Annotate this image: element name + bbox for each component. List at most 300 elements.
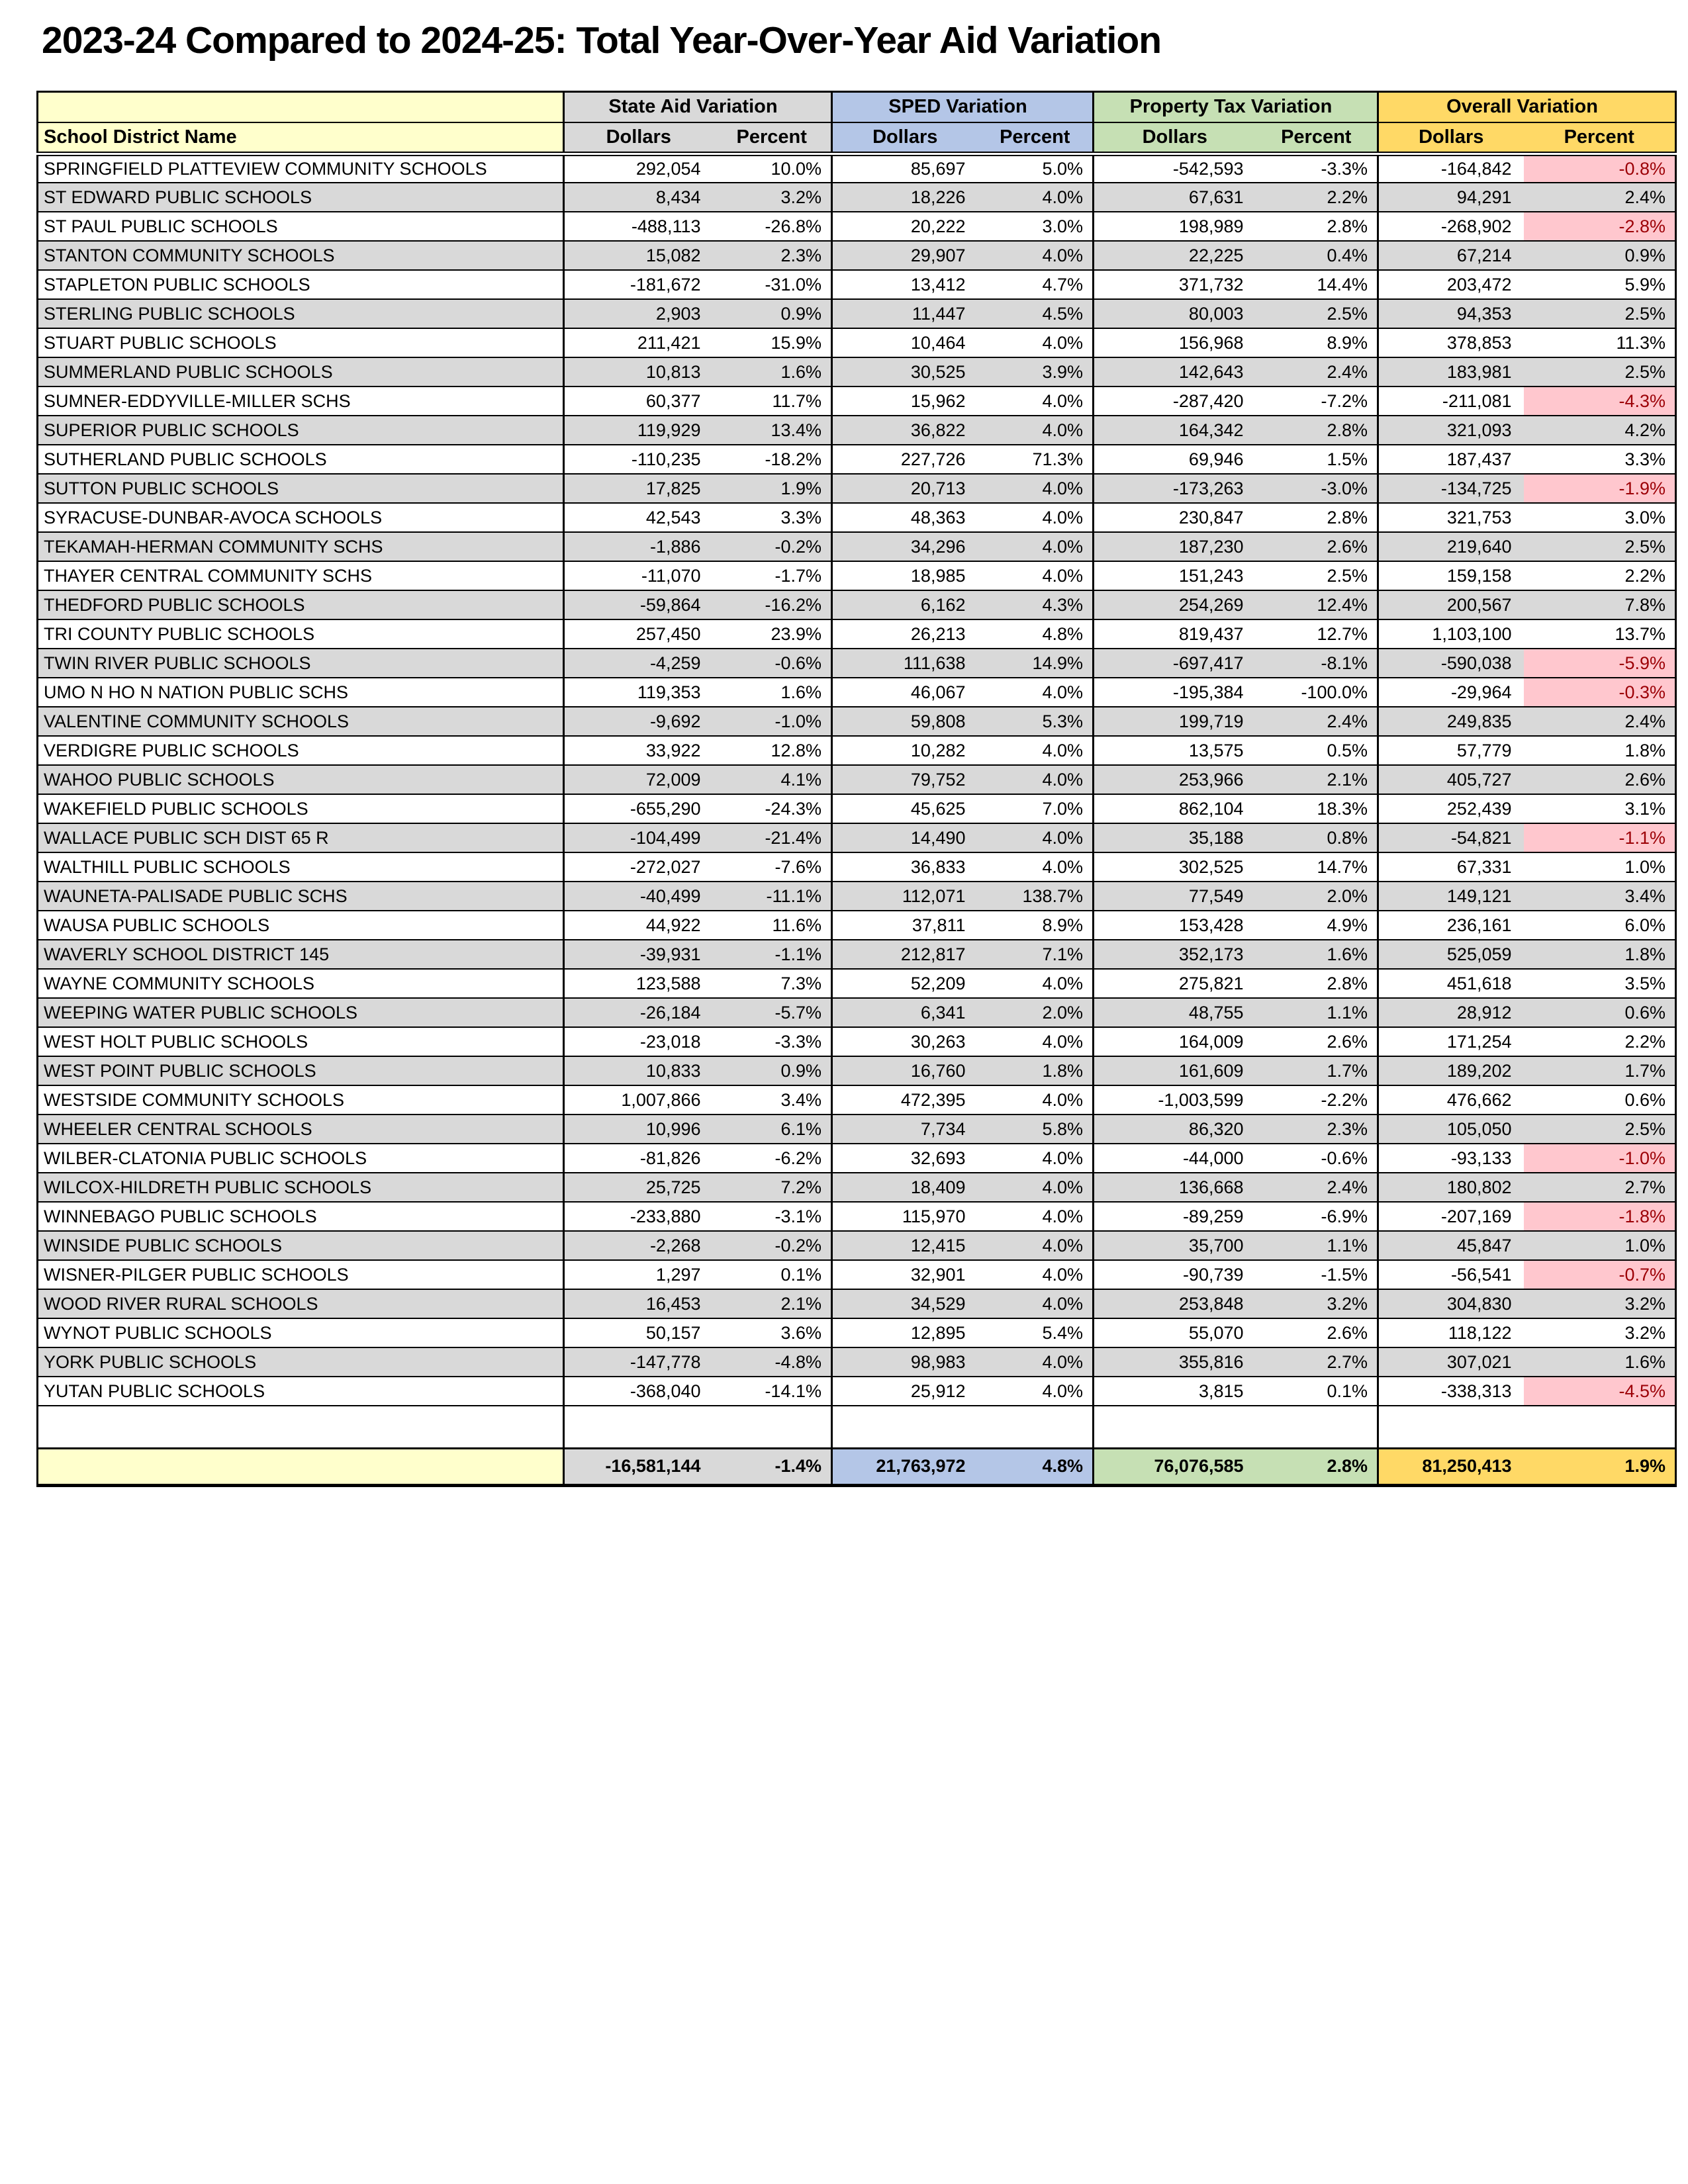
sped-percent-cell: 4.0% [978, 678, 1094, 707]
property-tax-dollars-cell: 151,243 [1094, 561, 1256, 590]
overall-dollars-cell: 149,121 [1378, 882, 1524, 911]
overall-percent-cell: 3.2% [1524, 1318, 1676, 1347]
state-aid-dollars-cell: -655,290 [564, 794, 713, 823]
property-tax-dollars-cell: -287,420 [1094, 387, 1256, 416]
property-tax-dollars-cell: 77,549 [1094, 882, 1256, 911]
state-aid-percent-cell: 7.3% [713, 969, 832, 998]
district-name-cell: WALLACE PUBLIC SCH DIST 65 R [38, 823, 564, 852]
table-row [38, 328, 1676, 357]
overall-dollars-cell: 105,050 [1378, 1115, 1524, 1144]
property-tax-percent-cell: 14.7% [1256, 852, 1378, 882]
overall-dollars-cell: -207,169 [1378, 1202, 1524, 1231]
table-row [38, 270, 1676, 299]
overall-percent-cell [1524, 1406, 1676, 1448]
state-aid-dollars-header: Dollars [564, 122, 713, 154]
district-name-cell: SUTTON PUBLIC SCHOOLS [38, 474, 564, 503]
sped-dollars-cell: 10,464 [832, 328, 978, 357]
state-aid-dollars-cell: 10,833 [564, 1056, 713, 1085]
overall-dollars-cell: -338,313 [1378, 1377, 1524, 1406]
sped-percent-cell: 4.0% [978, 1231, 1094, 1260]
sped-percent-cell: 4.0% [978, 387, 1094, 416]
property-tax-percent-cell: 4.9% [1256, 911, 1378, 940]
property-tax-dollars-cell: 35,188 [1094, 823, 1256, 852]
sped-percent-cell: 4.5% [978, 299, 1094, 328]
state-aid-dollars-cell: 123,588 [564, 969, 713, 998]
district-name-header-spacer [38, 91, 564, 122]
property-tax-dollars-cell: 13,575 [1094, 736, 1256, 765]
table-row [38, 1115, 1676, 1144]
sped-dollars-cell: 111,638 [832, 649, 978, 678]
property-tax-percent-cell: 0.1% [1256, 1377, 1378, 1406]
property-tax-percent-cell: 2.8% [1256, 416, 1378, 445]
property-tax-dollars-cell: 153,428 [1094, 911, 1256, 940]
property-tax-dollars-cell: 253,966 [1094, 765, 1256, 794]
sped-dollars-cell [832, 1406, 978, 1448]
table-row [38, 212, 1676, 241]
property-tax-percent-cell: 0.8% [1256, 823, 1378, 852]
table-header [38, 91, 1676, 154]
state-aid-percent-cell: -1.1% [713, 940, 832, 969]
overall-percent-cell: 11.3% [1524, 328, 1676, 357]
sped-percent-cell: 7.0% [978, 794, 1094, 823]
state-aid-dollars-cell: -59,864 [564, 590, 713, 619]
sped-percent-cell: 4.0% [978, 241, 1094, 270]
table-row [38, 882, 1676, 911]
overall-percent-cell: 0.9% [1524, 241, 1676, 270]
sped-dollars-cell: 45,625 [832, 794, 978, 823]
property-tax-dollars-cell: -1,003,599 [1094, 1085, 1256, 1115]
overall-dollars-cell: 236,161 [1378, 911, 1524, 940]
state-aid-dollars-cell: 119,353 [564, 678, 713, 707]
table-row [38, 794, 1676, 823]
sped-dollars-header: Dollars [832, 122, 978, 154]
property-tax-dollars-cell: -542,593 [1094, 154, 1256, 183]
district-name-cell: SYRACUSE-DUNBAR-AVOCA SCHOOLS [38, 503, 564, 532]
state-aid-dollars-cell: -4,259 [564, 649, 713, 678]
overall-dollars-cell: 451,618 [1378, 969, 1524, 998]
district-name-cell: THEDFORD PUBLIC SCHOOLS [38, 590, 564, 619]
table-row [38, 736, 1676, 765]
property-tax-percent-cell: -0.6% [1256, 1144, 1378, 1173]
state-aid-dollars-cell: -39,931 [564, 940, 713, 969]
property-tax-percent-cell: 2.4% [1256, 1173, 1378, 1202]
overall-percent-cell: -5.9% [1524, 649, 1676, 678]
district-name-cell: STUART PUBLIC SCHOOLS [38, 328, 564, 357]
sped-percent-cell: 138.7% [978, 882, 1094, 911]
state-aid-dollars-cell: 1,297 [564, 1260, 713, 1289]
district-name-cell: SUPERIOR PUBLIC SCHOOLS [38, 416, 564, 445]
overall-dollars-cell: 525,059 [1378, 940, 1524, 969]
sped-percent-cell: 4.3% [978, 590, 1094, 619]
sped-dollars-cell: 112,071 [832, 882, 978, 911]
table-row [38, 561, 1676, 590]
overall-dollars-cell: 189,202 [1378, 1056, 1524, 1085]
sped-percent-cell: 4.0% [978, 1347, 1094, 1377]
overall-dollars-cell: 321,093 [1378, 416, 1524, 445]
overall-dollars-cell: -211,081 [1378, 387, 1524, 416]
district-name-cell: WEEPING WATER PUBLIC SCHOOLS [38, 998, 564, 1027]
sped-dollars-cell: 34,529 [832, 1289, 978, 1318]
aid-variation-table [36, 91, 1677, 1487]
district-name-cell: TWIN RIVER PUBLIC SCHOOLS [38, 649, 564, 678]
property-tax-dollars-cell: 22,225 [1094, 241, 1256, 270]
district-name-cell: STAPLETON PUBLIC SCHOOLS [38, 270, 564, 299]
totals-row [38, 1448, 1676, 1485]
sped-dollars-cell: 11,447 [832, 299, 978, 328]
state-aid-dollars-cell: -272,027 [564, 852, 713, 882]
table-row [38, 1173, 1676, 1202]
state-aid-percent-cell: -5.7% [713, 998, 832, 1027]
overall-dollars-cell: 321,753 [1378, 503, 1524, 532]
district-name-cell [38, 1406, 564, 1448]
state-aid-percent-cell: -0.2% [713, 532, 832, 561]
overall-percent-cell: 2.2% [1524, 1027, 1676, 1056]
property-tax-percent-cell: 0.4% [1256, 241, 1378, 270]
sped-percent-cell: 4.0% [978, 969, 1094, 998]
state-aid-dollars-cell: 257,450 [564, 619, 713, 649]
sped-percent-cell: 4.0% [978, 416, 1094, 445]
sped-dollars-cell: 85,697 [832, 154, 978, 183]
overall-percent-cell: 2.6% [1524, 765, 1676, 794]
table-row [38, 619, 1676, 649]
overall-dollars-cell: -268,902 [1378, 212, 1524, 241]
property-tax-percent-cell: -100.0% [1256, 678, 1378, 707]
overall-percent-cell: 1.8% [1524, 940, 1676, 969]
property-tax-dollars-cell: -90,739 [1094, 1260, 1256, 1289]
sped-percent-cell: 4.8% [978, 1448, 1094, 1485]
table-row [38, 1144, 1676, 1173]
overall-percent-cell: 1.0% [1524, 1231, 1676, 1260]
state-aid-percent-cell: 15.9% [713, 328, 832, 357]
district-name-cell [38, 1448, 564, 1485]
property-tax-percent-cell: 2.5% [1256, 299, 1378, 328]
state-aid-percent-cell: 12.8% [713, 736, 832, 765]
overall-dollars-cell: 67,331 [1378, 852, 1524, 882]
sped-dollars-cell: 12,415 [832, 1231, 978, 1260]
overall-dollars-cell: 252,439 [1378, 794, 1524, 823]
overall-percent-cell: -0.3% [1524, 678, 1676, 707]
state-aid-percent-cell: 23.9% [713, 619, 832, 649]
state-aid-percent-cell: -11.1% [713, 882, 832, 911]
sped-percent-cell: 4.0% [978, 474, 1094, 503]
sped-dollars-cell: 30,525 [832, 357, 978, 387]
state-aid-dollars-cell: 72,009 [564, 765, 713, 794]
state-aid-percent-cell [713, 1406, 832, 1448]
state-aid-percent-cell: 0.9% [713, 299, 832, 328]
property-tax-percent-cell: -2.2% [1256, 1085, 1378, 1115]
property-tax-dollars-cell: -44,000 [1094, 1144, 1256, 1173]
sped-percent-cell: 5.3% [978, 707, 1094, 736]
overall-dollars-cell: -590,038 [1378, 649, 1524, 678]
property-tax-dollars-cell: -89,259 [1094, 1202, 1256, 1231]
state-aid-percent-cell: 1.6% [713, 678, 832, 707]
state-aid-dollars-cell: 17,825 [564, 474, 713, 503]
state-aid-percent-cell: -3.3% [713, 1027, 832, 1056]
property-tax-dollars-cell: 86,320 [1094, 1115, 1256, 1144]
district-name-cell: ST PAUL PUBLIC SCHOOLS [38, 212, 564, 241]
sped-dollars-cell: 18,409 [832, 1173, 978, 1202]
property-tax-percent-cell: 12.7% [1256, 619, 1378, 649]
overall-dollars-cell: 405,727 [1378, 765, 1524, 794]
property-tax-dollars-cell: 352,173 [1094, 940, 1256, 969]
spacer-row [38, 1406, 1676, 1448]
property-tax-dollars-cell: 371,732 [1094, 270, 1256, 299]
sped-percent-cell: 4.0% [978, 532, 1094, 561]
sped-dollars-cell: 7,734 [832, 1115, 978, 1144]
overall-dollars-cell: 28,912 [1378, 998, 1524, 1027]
sped-percent-cell: 4.0% [978, 1289, 1094, 1318]
sped-dollars-cell: 6,162 [832, 590, 978, 619]
property-tax-percent-cell: 2.6% [1256, 1027, 1378, 1056]
overall-dollars-cell: -29,964 [1378, 678, 1524, 707]
overall-dollars-cell: 171,254 [1378, 1027, 1524, 1056]
overall-percent-cell: 3.5% [1524, 969, 1676, 998]
property-tax-percent-cell: 2.8% [1256, 503, 1378, 532]
property-tax-percent-cell: 1.1% [1256, 998, 1378, 1027]
table-row [38, 590, 1676, 619]
property-tax-dollars-cell: 136,668 [1094, 1173, 1256, 1202]
property-tax-percent-cell: 1.1% [1256, 1231, 1378, 1260]
overall-percent-cell: 5.9% [1524, 270, 1676, 299]
table-body [38, 154, 1676, 1485]
district-name-cell: WAYNE COMMUNITY SCHOOLS [38, 969, 564, 998]
property-tax-dollars-cell: 48,755 [1094, 998, 1256, 1027]
state-aid-dollars-cell: 10,996 [564, 1115, 713, 1144]
overall-percent-cell: 2.2% [1524, 561, 1676, 590]
state-aid-percent-cell: -3.1% [713, 1202, 832, 1231]
sped-dollars-cell: 26,213 [832, 619, 978, 649]
sped-percent-cell: 1.8% [978, 1056, 1094, 1085]
sped-percent-cell: 3.0% [978, 212, 1094, 241]
state-aid-percent-cell: -0.6% [713, 649, 832, 678]
district-name-cell: STANTON COMMUNITY SCHOOLS [38, 241, 564, 270]
state-aid-percent-cell: -26.8% [713, 212, 832, 241]
overall-dollars-cell: 1,103,100 [1378, 619, 1524, 649]
property-tax-dollars-cell: 198,989 [1094, 212, 1256, 241]
sped-dollars-cell: 6,341 [832, 998, 978, 1027]
district-name-cell: WHEELER CENTRAL SCHOOLS [38, 1115, 564, 1144]
property-tax-dollars-cell: 35,700 [1094, 1231, 1256, 1260]
sped-dollars-cell: 52,209 [832, 969, 978, 998]
table-row [38, 1027, 1676, 1056]
property-tax-dollars-cell: 3,815 [1094, 1377, 1256, 1406]
property-tax-percent-cell: 3.2% [1256, 1289, 1378, 1318]
state-aid-percent-cell: 2.3% [713, 241, 832, 270]
overall-percent-cell: 13.7% [1524, 619, 1676, 649]
table-row [38, 852, 1676, 882]
overall-percent-cell: 6.0% [1524, 911, 1676, 940]
overall-dollars-cell: 200,567 [1378, 590, 1524, 619]
property-tax-percent-cell: 2.5% [1256, 561, 1378, 590]
district-name-cell: WYNOT PUBLIC SCHOOLS [38, 1318, 564, 1347]
overall-percent-cell: -2.8% [1524, 212, 1676, 241]
sped-percent-cell: 4.0% [978, 1085, 1094, 1115]
overall-percent-cell: 1.6% [1524, 1347, 1676, 1377]
overall-dollars-cell: 94,291 [1378, 183, 1524, 212]
overall-percent-cell: 2.4% [1524, 183, 1676, 212]
overall-percent-cell: 0.6% [1524, 998, 1676, 1027]
overall-percent-cell: 3.4% [1524, 882, 1676, 911]
district-name-cell: SUMNER-EDDYVILLE-MILLER SCHS [38, 387, 564, 416]
sped-dollars-cell: 25,912 [832, 1377, 978, 1406]
table-row [38, 707, 1676, 736]
state-aid-percent-cell: -21.4% [713, 823, 832, 852]
group-header-row [38, 91, 1676, 122]
overall-dollars-cell: 118,122 [1378, 1318, 1524, 1347]
overall-percent-cell: -1.8% [1524, 1202, 1676, 1231]
sped-percent-cell: 5.8% [978, 1115, 1094, 1144]
state-aid-dollars-cell: -16,581,144 [564, 1448, 713, 1485]
property-tax-percent-cell: -3.3% [1256, 154, 1378, 183]
sped-dollars-cell: 472,395 [832, 1085, 978, 1115]
property-tax-dollars-cell: -195,384 [1094, 678, 1256, 707]
table-row [38, 183, 1676, 212]
table-row [38, 299, 1676, 328]
state-aid-dollars-cell: 50,157 [564, 1318, 713, 1347]
state-aid-percent-cell: -24.3% [713, 794, 832, 823]
overall-percent-cell: 1.7% [1524, 1056, 1676, 1085]
sped-percent-cell: 4.0% [978, 852, 1094, 882]
overall-dollars-cell: 378,853 [1378, 328, 1524, 357]
state-aid-dollars-cell: 10,813 [564, 357, 713, 387]
overall-percent-cell: 2.5% [1524, 299, 1676, 328]
overall-percent-cell: 1.9% [1524, 1448, 1676, 1485]
state-aid-percent-cell: 10.0% [713, 154, 832, 183]
district-name-header: School District Name [38, 122, 564, 154]
sped-dollars-cell: 227,726 [832, 445, 978, 474]
property-tax-percent-cell [1256, 1406, 1378, 1448]
property-tax-percent-cell: 2.6% [1256, 1318, 1378, 1347]
sped-dollars-cell: 46,067 [832, 678, 978, 707]
sped-percent-cell: 14.9% [978, 649, 1094, 678]
overall-percent-cell: 7.8% [1524, 590, 1676, 619]
overall-percent-cell: 1.0% [1524, 852, 1676, 882]
sped-percent-cell: 4.0% [978, 328, 1094, 357]
district-name-cell: YORK PUBLIC SCHOOLS [38, 1347, 564, 1377]
table-row [38, 416, 1676, 445]
state-aid-dollars-cell: -81,826 [564, 1144, 713, 1173]
overall-dollars-cell: -93,133 [1378, 1144, 1524, 1173]
group-header-state-aid-variation: State Aid Variation [564, 91, 832, 122]
group-header-property-tax-variation: Property Tax Variation [1094, 91, 1378, 122]
table-row [38, 1231, 1676, 1260]
sped-dollars-cell: 20,713 [832, 474, 978, 503]
state-aid-dollars-cell: 211,421 [564, 328, 713, 357]
property-tax-dollars-header: Dollars [1094, 122, 1256, 154]
property-tax-dollars-cell: 355,816 [1094, 1347, 1256, 1377]
property-tax-dollars-cell: 164,009 [1094, 1027, 1256, 1056]
overall-dollars-cell: 249,835 [1378, 707, 1524, 736]
property-tax-dollars-cell: 161,609 [1094, 1056, 1256, 1085]
sped-dollars-cell: 212,817 [832, 940, 978, 969]
district-name-cell: VERDIGRE PUBLIC SCHOOLS [38, 736, 564, 765]
property-tax-dollars-cell [1094, 1406, 1256, 1448]
state-aid-percent-cell: 7.2% [713, 1173, 832, 1202]
district-name-cell: WAUNETA-PALISADE PUBLIC SCHS [38, 882, 564, 911]
property-tax-percent-cell: 2.2% [1256, 183, 1378, 212]
sped-percent-cell: 4.0% [978, 1377, 1094, 1406]
state-aid-dollars-cell: 15,082 [564, 241, 713, 270]
state-aid-dollars-cell: -488,113 [564, 212, 713, 241]
state-aid-dollars-cell: -233,880 [564, 1202, 713, 1231]
overall-dollars-cell: 476,662 [1378, 1085, 1524, 1115]
overall-percent-cell: -4.3% [1524, 387, 1676, 416]
state-aid-dollars-cell: -26,184 [564, 998, 713, 1027]
sped-percent-cell: 4.0% [978, 1202, 1094, 1231]
overall-percent-cell: 3.2% [1524, 1289, 1676, 1318]
table-row [38, 387, 1676, 416]
overall-dollars-cell: -164,842 [1378, 154, 1524, 183]
table-row [38, 1085, 1676, 1115]
sped-percent-cell: 3.9% [978, 357, 1094, 387]
district-name-cell: WINNEBAGO PUBLIC SCHOOLS [38, 1202, 564, 1231]
table-row [38, 154, 1676, 183]
property-tax-percent-cell: 0.5% [1256, 736, 1378, 765]
state-aid-percent-cell: 0.1% [713, 1260, 832, 1289]
table-row [38, 532, 1676, 561]
overall-percent-cell: 4.2% [1524, 416, 1676, 445]
overall-dollars-cell: 57,779 [1378, 736, 1524, 765]
property-tax-dollars-cell: 862,104 [1094, 794, 1256, 823]
sped-dollars-cell: 10,282 [832, 736, 978, 765]
table-row [38, 1260, 1676, 1289]
sped-dollars-cell: 34,296 [832, 532, 978, 561]
state-aid-percent-cell: 13.4% [713, 416, 832, 445]
overall-dollars-header: Dollars [1378, 122, 1524, 154]
state-aid-percent-cell: 0.9% [713, 1056, 832, 1085]
property-tax-percent-header: Percent [1256, 122, 1378, 154]
sped-dollars-cell: 36,822 [832, 416, 978, 445]
overall-dollars-cell: 180,802 [1378, 1173, 1524, 1202]
property-tax-percent-cell: 2.0% [1256, 882, 1378, 911]
property-tax-percent-cell: 2.8% [1256, 969, 1378, 998]
property-tax-percent-cell: 2.8% [1256, 212, 1378, 241]
property-tax-percent-cell: 2.4% [1256, 707, 1378, 736]
property-tax-percent-cell: 1.7% [1256, 1056, 1378, 1085]
overall-dollars-cell: 81,250,413 [1378, 1448, 1524, 1485]
sped-percent-cell: 5.0% [978, 154, 1094, 183]
table-row [38, 969, 1676, 998]
overall-dollars-cell: 45,847 [1378, 1231, 1524, 1260]
district-name-cell: ST EDWARD PUBLIC SCHOOLS [38, 183, 564, 212]
overall-dollars-cell: 183,981 [1378, 357, 1524, 387]
state-aid-dollars-cell: 44,922 [564, 911, 713, 940]
property-tax-percent-cell: 1.5% [1256, 445, 1378, 474]
district-name-cell: WISNER-PILGER PUBLIC SCHOOLS [38, 1260, 564, 1289]
table-row [38, 1056, 1676, 1085]
overall-dollars-cell: 67,214 [1378, 241, 1524, 270]
sub-header-row [38, 122, 1676, 154]
property-tax-dollars-cell: 67,631 [1094, 183, 1256, 212]
state-aid-dollars-cell: -368,040 [564, 1377, 713, 1406]
sped-dollars-cell: 21,763,972 [832, 1448, 978, 1485]
state-aid-dollars-cell: 292,054 [564, 154, 713, 183]
sped-percent-cell: 4.8% [978, 619, 1094, 649]
table-row [38, 1289, 1676, 1318]
property-tax-percent-cell: -7.2% [1256, 387, 1378, 416]
overall-dollars-cell: -134,725 [1378, 474, 1524, 503]
sped-dollars-cell: 29,907 [832, 241, 978, 270]
district-name-cell: SUMMERLAND PUBLIC SCHOOLS [38, 357, 564, 387]
property-tax-percent-cell: -3.0% [1256, 474, 1378, 503]
overall-dollars-cell: 159,158 [1378, 561, 1524, 590]
sped-percent-cell: 5.4% [978, 1318, 1094, 1347]
state-aid-percent-cell: -14.1% [713, 1377, 832, 1406]
state-aid-dollars-cell: 8,434 [564, 183, 713, 212]
overall-percent-header: Percent [1524, 122, 1676, 154]
overall-percent-cell: -1.0% [1524, 1144, 1676, 1173]
property-tax-percent-cell: 2.6% [1256, 532, 1378, 561]
